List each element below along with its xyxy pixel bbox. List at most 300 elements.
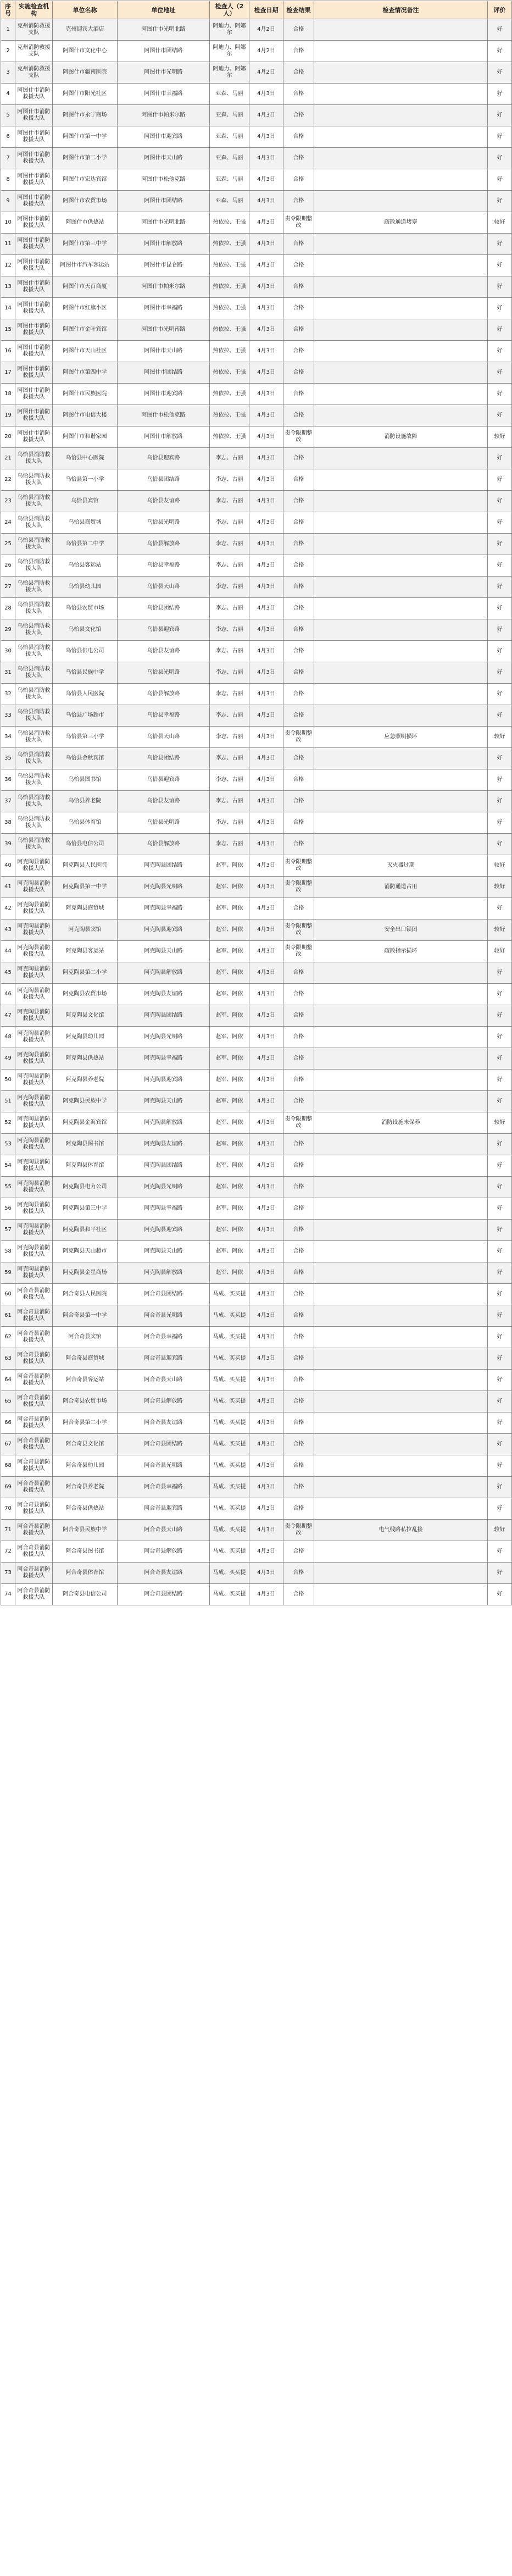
cell-unit-address: 阿图什市幸福路	[118, 84, 210, 105]
cell-problems	[314, 126, 488, 148]
cell-problems	[314, 705, 488, 727]
cell-agency: 乌恰县消防救援大队	[15, 791, 53, 812]
cell-problems	[314, 84, 488, 105]
cell-result: 合格	[283, 234, 314, 255]
table-row	[1, 1220, 512, 1241]
cell-unit-name: 阿克陶县第三中学	[53, 1198, 118, 1220]
cell-rating: 好	[488, 1370, 512, 1391]
cell-date: 4月3日	[249, 126, 283, 148]
cell-rating: 较好	[488, 426, 512, 448]
cell-result: 合格	[283, 1048, 314, 1070]
cell-unit-address: 阿合奇县迎宾路	[118, 1348, 210, 1370]
cell-unit-address: 乌恰县迎宾路	[118, 448, 210, 469]
cell-problems	[314, 812, 488, 834]
cell-unit-address: 阿克陶县解放路	[118, 1112, 210, 1134]
cell-inspectors: 赵军、阿依	[210, 1241, 249, 1262]
cell-unit-address: 乌恰县解放路	[118, 684, 210, 705]
cell-problems	[314, 1327, 488, 1348]
cell-problems	[314, 1391, 488, 1412]
cell-inspectors: 李志、古丽	[210, 469, 249, 491]
cell-agency: 阿合奇县消防救援大队	[15, 1391, 53, 1412]
cell-agency: 阿图什市消防救援大队	[15, 234, 53, 255]
cell-index: 14	[1, 298, 15, 319]
cell-rating: 好	[488, 105, 512, 126]
cell-result: 合格	[283, 1498, 314, 1520]
cell-result: 责令限期整改	[283, 855, 314, 877]
cell-date: 4月3日	[249, 212, 283, 234]
cell-unit-address: 乌恰县迎宾路	[118, 619, 210, 641]
cell-problems	[314, 1155, 488, 1177]
cell-agency: 阿克陶县消防救援大队	[15, 1155, 53, 1177]
cell-inspectors: 马成、买买提	[210, 1284, 249, 1305]
cell-problems	[314, 341, 488, 362]
table-row	[1, 984, 512, 1005]
cell-problems	[314, 1305, 488, 1327]
table-row	[1, 255, 512, 276]
cell-unit-name: 乌恰县宾馆	[53, 491, 118, 512]
cell-unit-name: 阿图什市第一中学	[53, 126, 118, 148]
cell-problems	[314, 534, 488, 555]
cell-unit-address: 阿克陶县天山路	[118, 1241, 210, 1262]
cell-result: 合格	[283, 1477, 314, 1498]
cell-unit-address: 阿合奇县解放路	[118, 1541, 210, 1563]
table-row	[1, 41, 512, 62]
table-row	[1, 1284, 512, 1305]
cell-result: 责令限期整改	[283, 1112, 314, 1134]
cell-rating: 好	[488, 319, 512, 341]
cell-agency: 阿克陶县消防救援大队	[15, 1198, 53, 1220]
cell-date: 4月3日	[249, 1541, 283, 1563]
cell-inspectors: 马成、买买提	[210, 1541, 249, 1563]
cell-unit-name: 阿克陶县金海宾馆	[53, 1112, 118, 1134]
cell-date: 4月3日	[249, 962, 283, 984]
cell-inspectors: 马成、买买提	[210, 1563, 249, 1584]
cell-index: 56	[1, 1198, 15, 1220]
cell-unit-address: 乌恰县解放路	[118, 834, 210, 855]
cell-rating: 好	[488, 1305, 512, 1327]
cell-unit-address: 阿克陶县幸福路	[118, 898, 210, 919]
cell-date: 4月3日	[249, 1477, 283, 1498]
cell-problems: 消防通道占用	[314, 877, 488, 898]
cell-unit-address: 乌恰县光明路	[118, 512, 210, 534]
cell-problems	[314, 1348, 488, 1370]
cell-problems: 消防设施未保养	[314, 1112, 488, 1134]
cell-problems	[314, 512, 488, 534]
cell-inspectors: 赵军、阿依	[210, 1091, 249, 1112]
cell-result: 合格	[283, 298, 314, 319]
cell-index: 28	[1, 598, 15, 619]
cell-unit-address: 乌恰县友谊路	[118, 491, 210, 512]
cell-unit-name: 阿克陶县第二小学	[53, 962, 118, 984]
cell-unit-address: 乌恰县友谊路	[118, 641, 210, 662]
cell-unit-name: 乌恰县中心医院	[53, 448, 118, 469]
cell-agency: 阿图什市消防救援大队	[15, 362, 53, 384]
cell-rating: 好	[488, 1434, 512, 1455]
cell-result: 合格	[283, 1155, 314, 1177]
table-row	[1, 684, 512, 705]
cell-unit-name: 阿图什市疆南医院	[53, 62, 118, 84]
cell-result: 合格	[283, 169, 314, 191]
cell-agency: 阿合奇县消防救援大队	[15, 1455, 53, 1477]
header-problems: 检查情况备注	[314, 1, 488, 19]
cell-inspectors: 李志、古丽	[210, 619, 249, 641]
cell-agency: 克州消防救援支队	[15, 19, 53, 41]
cell-date: 4月3日	[249, 84, 283, 105]
cell-unit-address: 阿合奇县天山路	[118, 1520, 210, 1541]
cell-date: 4月3日	[249, 1412, 283, 1434]
cell-date: 4月3日	[249, 276, 283, 298]
cell-result: 合格	[283, 1284, 314, 1305]
cell-problems	[314, 1091, 488, 1112]
cell-unit-address: 阿克陶县团结路	[118, 855, 210, 877]
cell-date: 4月3日	[249, 1284, 283, 1305]
cell-unit-address: 阿合奇县团结路	[118, 1584, 210, 1605]
cell-unit-address: 阿克陶县光明路	[118, 877, 210, 898]
cell-agency: 阿克陶县消防救援大队	[15, 1134, 53, 1155]
cell-result: 合格	[283, 1070, 314, 1091]
table-row	[1, 1048, 512, 1070]
cell-index: 40	[1, 855, 15, 877]
cell-unit-name: 乌恰县体育馆	[53, 812, 118, 834]
cell-date: 4月3日	[249, 877, 283, 898]
cell-problems	[314, 1498, 488, 1520]
cell-index: 43	[1, 919, 15, 941]
cell-result: 合格	[283, 469, 314, 491]
cell-index: 62	[1, 1327, 15, 1348]
cell-unit-name: 阿合奇县文化馆	[53, 1434, 118, 1455]
cell-agency: 乌恰县消防救援大队	[15, 598, 53, 619]
cell-index: 49	[1, 1048, 15, 1070]
cell-index: 24	[1, 512, 15, 534]
cell-agency: 阿图什市消防救援大队	[15, 384, 53, 405]
cell-date: 4月3日	[249, 1112, 283, 1134]
cell-date: 4月3日	[249, 984, 283, 1005]
cell-unit-address: 阿克陶县团结路	[118, 1005, 210, 1027]
cell-agency: 阿合奇县消防救援大队	[15, 1498, 53, 1520]
cell-index: 55	[1, 1177, 15, 1198]
cell-result: 合格	[283, 1262, 314, 1284]
cell-index: 44	[1, 941, 15, 962]
cell-problems	[314, 169, 488, 191]
table-row	[1, 426, 512, 448]
cell-inspectors: 马成、买买提	[210, 1455, 249, 1477]
table-row	[1, 191, 512, 212]
cell-index: 4	[1, 84, 15, 105]
cell-date: 4月3日	[249, 469, 283, 491]
cell-date: 4月3日	[249, 598, 283, 619]
cell-agency: 阿图什市消防救援大队	[15, 212, 53, 234]
cell-problems	[314, 1284, 488, 1305]
cell-inspectors: 赵军、阿依	[210, 1112, 249, 1134]
cell-unit-name: 阿图什市宏达宾馆	[53, 169, 118, 191]
cell-rating: 好	[488, 1262, 512, 1284]
cell-date: 4月3日	[249, 405, 283, 426]
cell-date: 4月3日	[249, 148, 283, 169]
cell-inspectors: 阿迪力、阿娜尔	[210, 19, 249, 41]
cell-result: 合格	[283, 1412, 314, 1434]
cell-unit-address: 阿图什市光明北路	[118, 212, 210, 234]
cell-date: 4月3日	[249, 748, 283, 769]
cell-date: 4月3日	[249, 426, 283, 448]
cell-unit-name: 阿图什市第二小学	[53, 148, 118, 169]
cell-index: 2	[1, 41, 15, 62]
cell-index: 50	[1, 1070, 15, 1091]
cell-result: 合格	[283, 148, 314, 169]
cell-result: 合格	[283, 1305, 314, 1327]
cell-index: 16	[1, 341, 15, 362]
table-row	[1, 812, 512, 834]
table-row	[1, 1134, 512, 1155]
cell-unit-address: 乌恰县迎宾路	[118, 769, 210, 791]
cell-unit-address: 乌恰县解放路	[118, 534, 210, 555]
header-agency: 实施检查机构	[15, 1, 53, 19]
cell-date: 4月3日	[249, 1027, 283, 1048]
cell-unit-address: 阿合奇县团结路	[118, 1284, 210, 1305]
cell-index: 57	[1, 1220, 15, 1241]
cell-index: 48	[1, 1027, 15, 1048]
cell-agency: 阿克陶县消防救援大队	[15, 1112, 53, 1134]
cell-unit-name: 阿克陶县民族中学	[53, 1091, 118, 1112]
cell-agency: 阿图什市消防救援大队	[15, 255, 53, 276]
cell-unit-address: 乌恰县光明路	[118, 662, 210, 684]
table-row	[1, 619, 512, 641]
cell-unit-address: 阿图什市团结路	[118, 41, 210, 62]
cell-result: 合格	[283, 662, 314, 684]
cell-unit-address: 阿克陶县友谊路	[118, 1134, 210, 1155]
cell-unit-address: 乌恰县团结路	[118, 598, 210, 619]
cell-agency: 阿克陶县消防救援大队	[15, 898, 53, 919]
cell-index: 15	[1, 319, 15, 341]
cell-inspectors: 马成、买买提	[210, 1348, 249, 1370]
cell-index: 33	[1, 705, 15, 727]
cell-unit-address: 阿图什市迎宾路	[118, 384, 210, 405]
table-row	[1, 1370, 512, 1391]
table-row	[1, 1262, 512, 1284]
cell-unit-name: 阿图什市阳光社区	[53, 84, 118, 105]
cell-rating: 好	[488, 534, 512, 555]
cell-date: 4月3日	[249, 1348, 283, 1370]
cell-agency: 乌恰县消防救援大队	[15, 491, 53, 512]
cell-result: 合格	[283, 255, 314, 276]
cell-unit-name: 乌恰县第一小学	[53, 469, 118, 491]
cell-rating: 好	[488, 748, 512, 769]
cell-result: 合格	[283, 84, 314, 105]
cell-unit-address: 阿图什市光明南路	[118, 319, 210, 341]
cell-problems: 电气线路私拉乱接	[314, 1520, 488, 1541]
cell-inspectors: 赵军、阿依	[210, 919, 249, 941]
cell-problems	[314, 255, 488, 276]
cell-index: 38	[1, 812, 15, 834]
cell-unit-name: 阿克陶县幼儿园	[53, 1027, 118, 1048]
cell-unit-name: 阿合奇县电信公司	[53, 1584, 118, 1605]
cell-index: 20	[1, 426, 15, 448]
cell-rating: 好	[488, 1284, 512, 1305]
table-row	[1, 1541, 512, 1563]
cell-problems	[314, 1241, 488, 1262]
cell-date: 4月3日	[249, 1520, 283, 1541]
cell-rating: 好	[488, 169, 512, 191]
cell-rating: 较好	[488, 1112, 512, 1134]
cell-agency: 阿克陶县消防救援大队	[15, 1048, 53, 1070]
cell-agency: 阿克陶县消防救援大队	[15, 1220, 53, 1241]
table-row	[1, 534, 512, 555]
cell-date: 4月3日	[249, 1220, 283, 1241]
cell-problems	[314, 319, 488, 341]
cell-result: 合格	[283, 384, 314, 405]
cell-inspectors: 李志、古丽	[210, 684, 249, 705]
cell-date: 4月3日	[249, 1070, 283, 1091]
cell-problems	[314, 384, 488, 405]
cell-index: 65	[1, 1391, 15, 1412]
cell-problems	[314, 276, 488, 298]
cell-index: 27	[1, 577, 15, 598]
cell-agency: 阿合奇县消防救援大队	[15, 1305, 53, 1327]
table-row	[1, 491, 512, 512]
cell-unit-address: 阿合奇县友谊路	[118, 1563, 210, 1584]
cell-agency: 阿克陶县消防救援大队	[15, 1027, 53, 1048]
cell-unit-address: 阿图什市松他克路	[118, 405, 210, 426]
table-row	[1, 727, 512, 748]
cell-inspectors: 亚森、马丽	[210, 191, 249, 212]
cell-result: 责令限期整改	[283, 727, 314, 748]
cell-rating: 好	[488, 62, 512, 84]
cell-date: 4月3日	[249, 555, 283, 577]
cell-unit-name: 阿克陶县农贸市场	[53, 984, 118, 1005]
cell-rating: 较好	[488, 877, 512, 898]
cell-result: 合格	[283, 1005, 314, 1027]
cell-inspectors: 亚森、马丽	[210, 169, 249, 191]
cell-index: 32	[1, 684, 15, 705]
cell-index: 66	[1, 1412, 15, 1434]
header-inspectors: 检查人（2人）	[210, 1, 249, 19]
cell-result: 合格	[283, 641, 314, 662]
cell-index: 60	[1, 1284, 15, 1305]
table-row	[1, 362, 512, 384]
cell-inspectors: 热依拉、王强	[210, 341, 249, 362]
table-row	[1, 1477, 512, 1498]
cell-unit-name: 乌恰县第三小学	[53, 727, 118, 748]
cell-unit-name: 阿克陶县金星商场	[53, 1262, 118, 1284]
cell-unit-name: 阿合奇县人民医院	[53, 1284, 118, 1305]
cell-unit-address: 乌恰县天山路	[118, 577, 210, 598]
cell-agency: 阿合奇县消防救援大队	[15, 1563, 53, 1584]
header-rating: 评价	[488, 1, 512, 19]
cell-rating: 好	[488, 1005, 512, 1027]
cell-date: 4月3日	[249, 941, 283, 962]
cell-problems: 消防设施故障	[314, 426, 488, 448]
cell-unit-name: 乌恰县商贸城	[53, 512, 118, 534]
cell-problems	[314, 1584, 488, 1605]
cell-unit-address: 阿合奇县解放路	[118, 1391, 210, 1412]
cell-unit-name: 乌恰县客运站	[53, 555, 118, 577]
cell-rating: 好	[488, 341, 512, 362]
cell-rating: 好	[488, 1584, 512, 1605]
cell-date: 4月3日	[249, 234, 283, 255]
cell-date: 4月3日	[249, 812, 283, 834]
cell-result: 合格	[283, 276, 314, 298]
table-row	[1, 234, 512, 255]
cell-inspectors: 李志、古丽	[210, 491, 249, 512]
cell-problems	[314, 834, 488, 855]
cell-index: 11	[1, 234, 15, 255]
table-row	[1, 169, 512, 191]
cell-inspectors: 热依拉、王强	[210, 319, 249, 341]
cell-unit-address: 阿合奇县天山路	[118, 1370, 210, 1391]
cell-rating: 好	[488, 1477, 512, 1498]
cell-result: 责令限期整改	[283, 919, 314, 941]
cell-date: 4月3日	[249, 1177, 283, 1198]
cell-result: 合格	[283, 619, 314, 641]
cell-agency: 阿图什市消防救援大队	[15, 319, 53, 341]
cell-problems	[314, 984, 488, 1005]
table-row	[1, 577, 512, 598]
cell-inspectors: 赵军、阿依	[210, 1070, 249, 1091]
cell-rating: 好	[488, 1327, 512, 1348]
cell-agency: 阿克陶县消防救援大队	[15, 1091, 53, 1112]
cell-result: 合格	[283, 984, 314, 1005]
cell-rating: 好	[488, 662, 512, 684]
cell-date: 4月3日	[249, 191, 283, 212]
cell-result: 合格	[283, 834, 314, 855]
cell-rating: 好	[488, 1455, 512, 1477]
cell-problems	[314, 405, 488, 426]
cell-rating: 好	[488, 1391, 512, 1412]
cell-inspectors: 李志、古丽	[210, 662, 249, 684]
cell-problems	[314, 191, 488, 212]
cell-index: 67	[1, 1434, 15, 1455]
cell-rating: 好	[488, 984, 512, 1005]
cell-date: 4月3日	[249, 105, 283, 126]
cell-problems	[314, 1370, 488, 1391]
cell-rating: 好	[488, 834, 512, 855]
table-row	[1, 1305, 512, 1327]
cell-agency: 阿克陶县消防救援大队	[15, 855, 53, 877]
table-row	[1, 555, 512, 577]
cell-unit-address: 阿克陶县友谊路	[118, 984, 210, 1005]
table-row	[1, 662, 512, 684]
cell-unit-address: 阿图什市幸福路	[118, 298, 210, 319]
table-row	[1, 705, 512, 727]
cell-problems	[314, 148, 488, 169]
table-row	[1, 1198, 512, 1220]
cell-index: 72	[1, 1541, 15, 1563]
cell-result: 合格	[283, 341, 314, 362]
cell-unit-name: 阿图什市和谐家园	[53, 426, 118, 448]
header-unit-name: 单位名称	[53, 1, 118, 19]
cell-agency: 阿克陶县消防救援大队	[15, 1177, 53, 1198]
cell-unit-address: 乌恰县幸福路	[118, 555, 210, 577]
cell-date: 4月3日	[249, 1241, 283, 1262]
cell-unit-name: 阿图什市供热站	[53, 212, 118, 234]
cell-date: 4月3日	[249, 898, 283, 919]
cell-rating: 好	[488, 1348, 512, 1370]
table-row	[1, 941, 512, 962]
cell-agency: 阿图什市消防救援大队	[15, 169, 53, 191]
cell-problems	[314, 1412, 488, 1434]
cell-inspectors: 赵军、阿依	[210, 1048, 249, 1070]
cell-rating: 好	[488, 1198, 512, 1220]
cell-rating: 较好	[488, 919, 512, 941]
cell-index: 36	[1, 769, 15, 791]
cell-date: 4月3日	[249, 641, 283, 662]
cell-result: 合格	[283, 534, 314, 555]
cell-index: 54	[1, 1155, 15, 1177]
cell-index: 59	[1, 1262, 15, 1284]
cell-inspectors: 赵军、阿依	[210, 984, 249, 1005]
cell-unit-name: 阿图什市天山社区	[53, 341, 118, 362]
cell-unit-address: 阿图什市解放路	[118, 234, 210, 255]
cell-problems: 疏散指示损坏	[314, 941, 488, 962]
